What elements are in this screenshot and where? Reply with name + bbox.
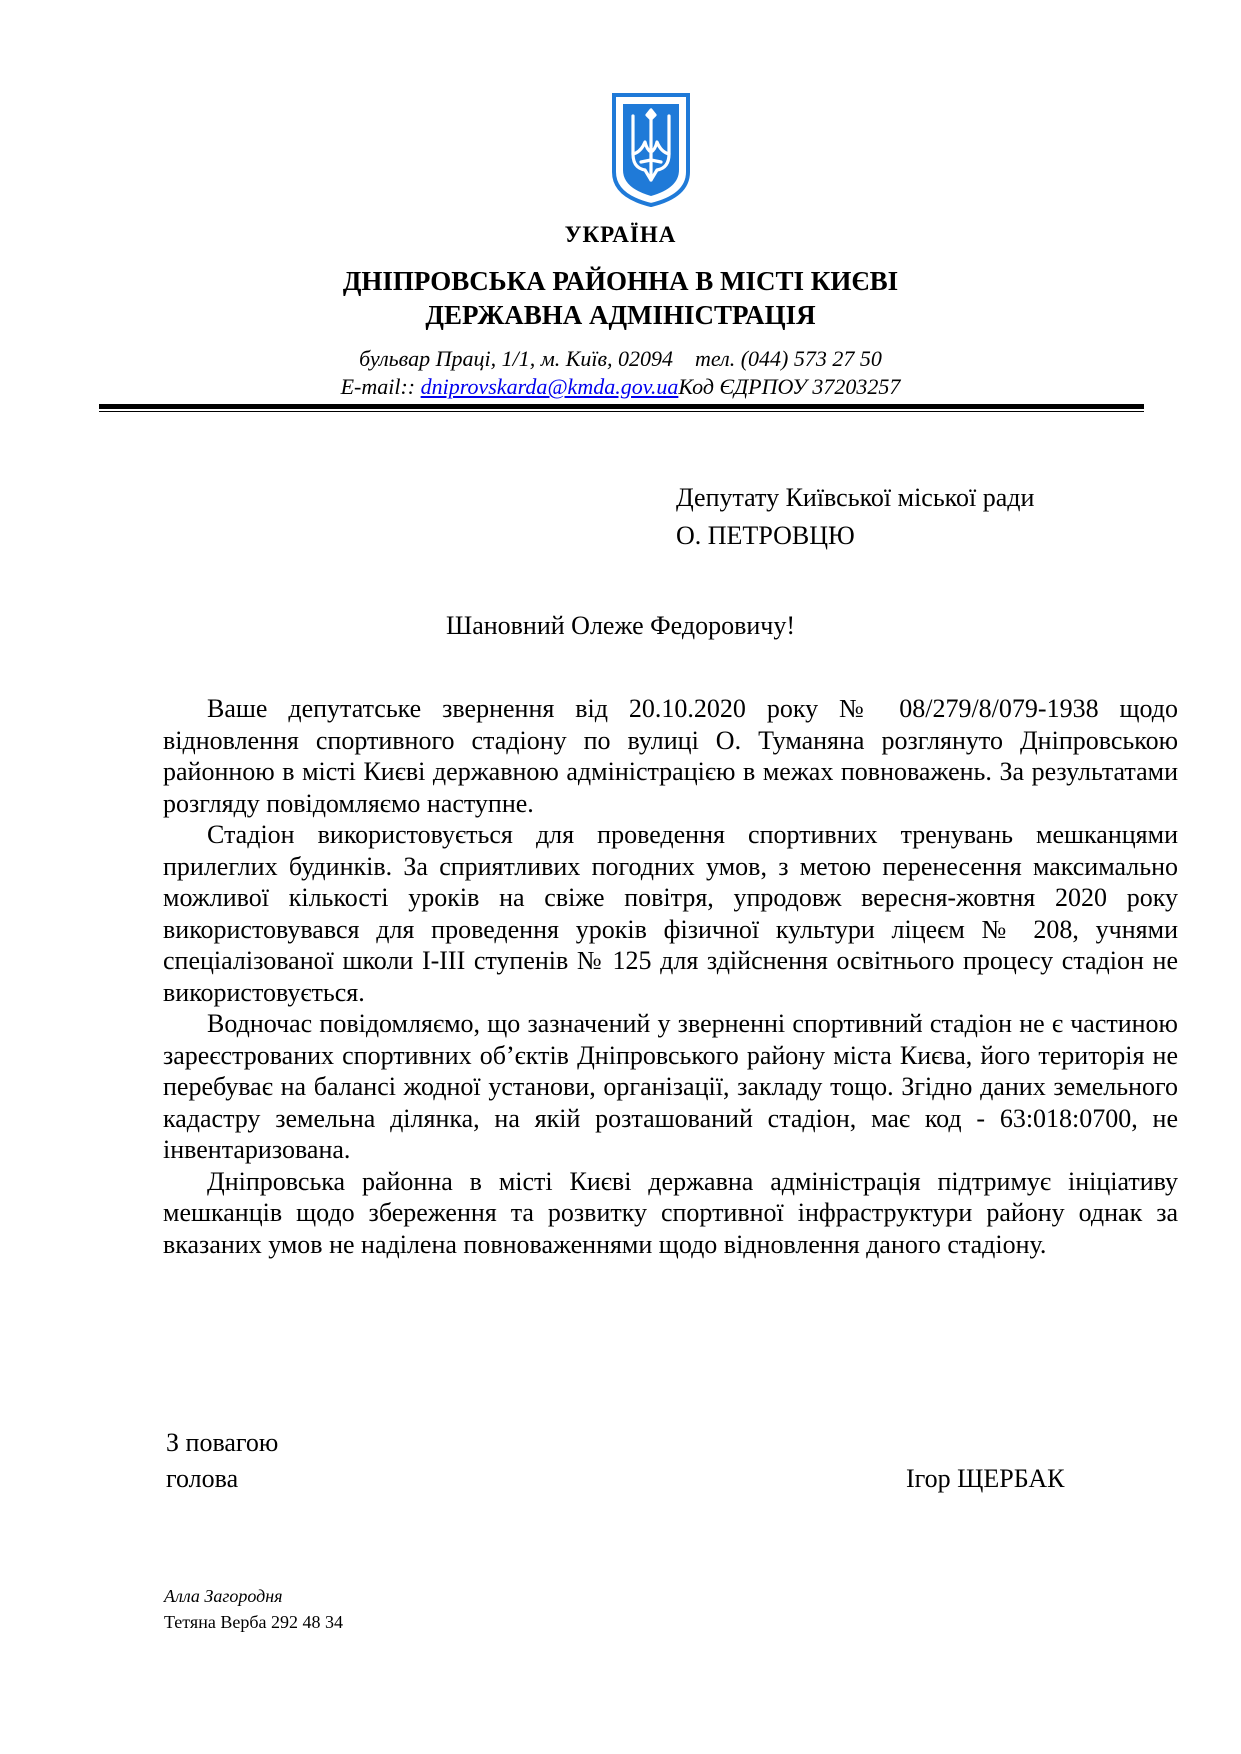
edrpou-code: Код ЄДРПОУ 37203257 (678, 374, 901, 399)
body-paragraph: Стадіон використовується для проведення спортивних тренувань мешканцями прилеглих будинків. За сприятливих погодних умов, з метою перенесення максимально можливої кількості уроків на свіже повітря, упродовж вересня-жовтня 2020 року використовувався для проведення уроків фізичної культури ліцеєм № 208, учнями спеціалізованої школи І-ІІІ ступенів № 125 для здійснення освітнього процесу стадіон не використовується. (163, 820, 1178, 1007)
executor-name: Алла Загородня (164, 1586, 283, 1606)
addressee-name: О. ПЕТРОВЦЮ (676, 521, 855, 550)
organization-name-line-1: ДНІПРОВСЬКА РАЙОННА В МІСТІ КИЄВІ (342, 266, 899, 296)
letter-body (163, 693, 1178, 1260)
postal-address: бульвар Праці, 1/1, м. Київ, 02094 (359, 346, 674, 371)
signer-name: Ігор ЩЕРБАК (906, 1464, 1065, 1493)
body-paragraph: Водночас повідомляємо, що зазначений у зверненні спортивний стадіон не є частиною зареєстрованих спортивних об’єктів Дніпровського району міста Києва, його територія не перебуває на балансі жодної установи, організації, закладу тощо. Згідно даних земельного кадастру земельна ділянка, на якій розташований стадіон, має код - 63:018:0700, не інвентаризована. (163, 1009, 1178, 1164)
body-paragraph: Ваше депутатське звернення від 20.10.2020 року № 08/279/8/079-1938 щодо відновлення спортивного стадіону по вулиці О. Туманяна розглянуто Дніпровською районною в місті Києві державною адміністрацією в межах повноважень. За результатами розгляду повідомляємо наступне. (163, 694, 1178, 818)
executor-contact: Тетяна Верба 292 48 34 (164, 1612, 343, 1632)
country-heading: УКРАЇНА (564, 222, 677, 247)
ukraine-trident-coat-of-arms-icon (611, 92, 691, 208)
body-paragraph: Дніпровська районна в місті Києві державна адміністрація підтримує ініціативу мешканців щодо збереження та розвитку спортивної інфраструктури району однак за вказаних умов не наділена повноваженнями щодо відновлення даного стадіону. (163, 1166, 1178, 1259)
salutation: Шановний Олеже Федоровичу! (445, 611, 796, 640)
letterhead-divider-thin (99, 411, 1144, 412)
phone-number: тел. (044) 573 27 50 (695, 346, 882, 371)
closing-regards: З повагою (166, 1428, 279, 1457)
email-link[interactable]: dniprovskarda@kmda.gov.ua (420, 374, 679, 399)
organization-name-line-2: ДЕРЖАВНА АДМІНІСТРАЦІЯ (425, 300, 816, 330)
signer-position: голова (166, 1464, 239, 1493)
letterhead-divider-thick (99, 404, 1144, 409)
addressee-title: Депутату Київської міської ради (676, 483, 1035, 512)
email-label: E-mail:: (340, 374, 416, 399)
address-line (0, 346, 1241, 372)
contact-line (0, 374, 1241, 400)
